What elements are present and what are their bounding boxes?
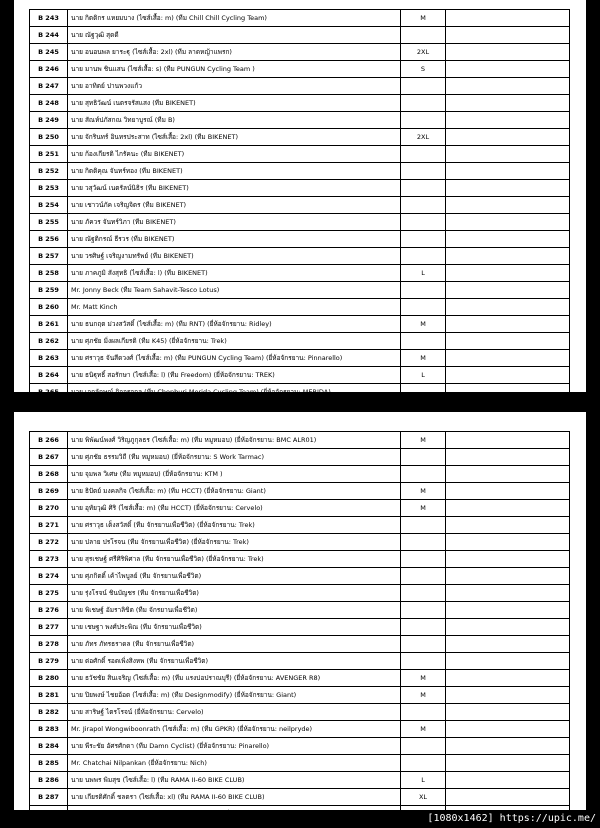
table-row [30,636,570,653]
table-row [30,214,570,231]
bib-number-cell: B 287 [30,789,68,806]
blank-cell [446,163,570,180]
table-row [30,517,570,534]
shirt-size-cell [401,214,446,231]
bib-number-cell: B 248 [30,95,68,112]
bib-number-cell: B 254 [30,197,68,214]
blank-cell [446,27,570,44]
shirt-size-cell: 2XL [401,44,446,61]
blank-cell [446,636,570,653]
shirt-size-cell: L [401,265,446,282]
table-row [30,568,570,585]
table-row [30,670,570,687]
participant-cell: นาย ธิปัตย์ มงคลกิจ (ไซส์เสื้อ: m) (ทีม HCCT) (ยี่ห้อจักรยาน: Giant) [68,483,401,500]
bib-number-cell: B 258 [30,265,68,282]
table-body [30,432,570,823]
bib-number-cell: B 278 [30,636,68,653]
table-row [30,449,570,466]
bib-number-cell: B 284 [30,738,68,755]
table-row [30,316,570,333]
participant-cell: นาย จุมพล วิเศษ (ทีม หมูหมอบ) (ยี่ห้อจักรยาน: KTM ) [68,466,401,483]
blank-cell [446,602,570,619]
table-row [30,619,570,636]
participant-cell: นาย ณัฐวุฒิ สุดดี [68,27,401,44]
table-row [30,333,570,350]
table-row [30,466,570,483]
participant-cell: นาย ปลาย ปรโรจน (ทีม จักรยานเพื่อชีวิต) (ยี่ห้อจักรยาน: Trek) [68,534,401,551]
blank-cell [446,44,570,61]
bib-number-cell: B 270 [30,500,68,517]
blank-cell [446,248,570,265]
shirt-size-cell [401,146,446,163]
shirt-size-cell: XL [401,789,446,806]
participant-cell: นาย เอกลักษณ์ กิจจรจกุล (ทีม Chonburi Merida Cycling Team) (ยี่ห้อจักรยาน: MERIDA) [68,384,401,401]
shirt-size-cell: M [401,10,446,27]
participant-cell: Mr. Chatchai Nilpankan (ยี่ห้อจักรยาน: Nich) [68,755,401,772]
table-row [30,180,570,197]
participant-cell: นาย มานพ ชินแสน (ไซส์เสื้อ: s) (ทีม PUNGUN Cycling Team ) [68,61,401,78]
table-row [30,112,570,129]
table-row [30,95,570,112]
blank-cell [446,568,570,585]
bib-number-cell: B 265 [30,384,68,401]
table-row [30,299,570,316]
shirt-size-cell [401,449,446,466]
bib-number-cell: B 286 [30,772,68,789]
participant-cell: นาย อาทิตย์ ปานพวงแก้ว [68,78,401,95]
participant-cell: Mr. sadayu piboolvitayakul (ทีม conceptspeed) (ยี่ห้อจักรยาน: F8) [68,806,401,823]
bib-number-cell: B 271 [30,517,68,534]
shirt-size-cell [401,517,446,534]
blank-cell [446,721,570,738]
table-row [30,265,570,282]
blank-cell [446,78,570,95]
participant-cell: นาย จักรินทร์ อินทรประสาท (ไซส์เสื้อ: 2xl) (ทีม BIKENET) [68,129,401,146]
shirt-size-cell [401,333,446,350]
participant-cell: Mr. Matt Kinch [68,299,401,316]
participant-cell: นาย ศุภชัย ธรรมวิถี (ทีม หมูหมอบ) (ยี่ห้อจักรยาน: S Work Tarmac) [68,449,401,466]
participant-cell: นาย อุทัยวุฒิ ศิริ (ไซส์เสื้อ: m) (ทีม HCCT) (ยี่ห้อจักรยาน: Cervelo) [68,500,401,517]
shirt-size-cell [401,653,446,670]
bib-number-cell: B 244 [30,27,68,44]
participant-cell: นาย เชษฐา พงศ์ประพิณ (ทีม จักรยานเพื่อชีวิต) [68,619,401,636]
shirt-size-cell: 2XL [401,129,446,146]
table-body [30,10,570,401]
shirt-size-cell: M [401,670,446,687]
shirt-size-cell: M [401,500,446,517]
bib-number-cell: B 272 [30,534,68,551]
bib-number-cell: B 282 [30,704,68,721]
table-row [30,197,570,214]
participant-cell: นาย พิเชษฐ์ อัมราลิขิต (ทีม จักรยานเพื่อชีวิต) [68,602,401,619]
table-row [30,772,570,789]
shirt-size-cell [401,180,446,197]
bib-number-cell: B 261 [30,316,68,333]
table-row [30,653,570,670]
participant-cell: นาย ศุภกิตติ์ เค้าไพบูลย์ (ทีม จักรยานเพื่อชีวิต) [68,568,401,585]
table-row [30,585,570,602]
shirt-size-cell [401,112,446,129]
blank-cell [446,653,570,670]
table-row [30,44,570,61]
blank-cell [446,585,570,602]
table-row [30,27,570,44]
participant-cell: นาย ภาคภูมิ สังสุทธิ (ไซส์เสื้อ: l) (ทีม BIKENET) [68,265,401,282]
participant-cell: นาย ภัควร จันทร์วิภา (ทีม BIKENET) [68,214,401,231]
blank-cell [446,231,570,248]
bib-number-cell: B 277 [30,619,68,636]
shirt-size-cell [401,248,446,265]
table-row [30,721,570,738]
shirt-size-cell [401,299,446,316]
shirt-size-cell [401,78,446,95]
shirt-size-cell [401,95,446,112]
shirt-size-cell [401,636,446,653]
table-row [30,78,570,95]
bib-number-cell: B 251 [30,146,68,163]
table-row [30,534,570,551]
blank-cell [446,333,570,350]
bib-number-cell: B 275 [30,585,68,602]
participant-cell: นาย สุรเชษฐ์ ศรีศิริพิศาล (ทีม จักรยานเพื่อชีวิต) (ยี่ห้อจักรยาน: Trek) [68,551,401,568]
blank-cell [446,61,570,78]
shirt-size-cell [401,738,446,755]
participant-cell: นาย สุทธิวัฒน์ เนตรจรัสแสง (ทีม BIKENET) [68,95,401,112]
registration-table [29,9,570,401]
bib-number-cell: B 259 [30,282,68,299]
bib-number-cell: B 246 [30,61,68,78]
table-row [30,350,570,367]
blank-cell [446,282,570,299]
shirt-size-cell [401,704,446,721]
blank-cell [446,670,570,687]
bib-number-cell: B 274 [30,568,68,585]
table-row [30,704,570,721]
bib-number-cell: B 283 [30,721,68,738]
image-size-watermark: [1080x1462] https://upic.me/ [423,810,600,828]
blank-cell [446,738,570,755]
blank-cell [446,316,570,333]
shirt-size-cell [401,568,446,585]
bib-number-cell: B 288 [30,806,68,823]
bib-number-cell: B 266 [30,432,68,449]
blank-cell [446,129,570,146]
bib-number-cell: B 253 [30,180,68,197]
participant-cell: นาย รุ่งโรจน์ ชินบัญชร (ทีม จักรยานเพื่อชีวิต) [68,585,401,602]
bib-number-cell: B 285 [30,755,68,772]
blank-cell [446,432,570,449]
blank-cell [446,789,570,806]
table-row [30,687,570,704]
table-row [30,738,570,755]
document-page-1 [14,0,586,396]
shirt-size-cell [401,282,446,299]
document-page-2 [14,412,586,818]
bib-number-cell: B 264 [30,367,68,384]
bib-number-cell: B 279 [30,653,68,670]
shirt-size-cell: M [401,483,446,500]
participant-cell: นาย ต่อศักดิ์ รอดเพิ่งสิงหพ (ทีม จักรยานเพื่อชีวิต) [68,653,401,670]
blank-cell [446,704,570,721]
shirt-size-cell [401,27,446,44]
shirt-size-cell [401,231,446,248]
shirt-size-cell: L [401,367,446,384]
bib-number-cell: B 247 [30,78,68,95]
shirt-size-cell [401,534,446,551]
participant-cell: นาย กิตติคุณ จันทร์ทอง (ทีม BIKENET) [68,163,401,180]
table-row [30,61,570,78]
participant-cell: นาย ปิยพงษ์ ไชยอ้อด (ไซส์เสื้อ: m) (ทีม Designmodify) (ยี่ห้อจักรยาน: Giant) [68,687,401,704]
blank-cell [446,687,570,704]
registration-table [29,431,570,823]
participant-cell: นาย ณัฐติกรณ์ ธีรวร (ทีม BIKENET) [68,231,401,248]
table-row [30,384,570,401]
participant-cell: นาย วรศิษฐ์ เจริญงามทรัพย์ (ทีม BIKENET) [68,248,401,265]
shirt-size-cell: M [401,687,446,704]
participant-cell: Mr. Jirapol Wongwiboonrath (ไซส์เสื้อ: m) (ทีม GPKR) (ยี่ห้อจักรยาน: neilpryde) [68,721,401,738]
shirt-size-cell: M [401,721,446,738]
blank-cell [446,534,570,551]
blank-cell [446,95,570,112]
blank-cell [446,112,570,129]
participant-cell: นาย สาริษฐ์ ไตรโรจน์ (ยี่ห้อจักรยาน: Cervelo) [68,704,401,721]
table-row [30,367,570,384]
participant-cell: นาย ก้องเกียรติ ไกรัคนะ (ทีม BIKENET) [68,146,401,163]
blank-cell [446,384,570,401]
table-row [30,500,570,517]
participant-cell: นาย ภัทร ภัทรธราดล (ทีม จักรยานเพื่อชีวิต) [68,636,401,653]
participant-cell: นาย ศราวุธ จันสีดวงศ์ (ไซส์เสื้อ: m) (ทีม PUNGUN Cycling Team) (ยี่ห้อจักรยาน: Pinnarello) [68,350,401,367]
blank-cell [446,755,570,772]
bib-number-cell: B 273 [30,551,68,568]
table-row [30,10,570,27]
participant-cell: นาย เชาวน์ภัค เจริญจิตร (ทีม BIKENET) [68,197,401,214]
shirt-size-cell [401,551,446,568]
shirt-size-cell [401,384,446,401]
participant-cell: นาย ธนกฤต ม่วงสวัสดิ์ (ไซส์เสื้อ: m) (ทีม RNT) (ยี่ห้อจักรยาน: Ridley) [68,316,401,333]
participant-cell: นาย กิตติกร แหยมบาง (ไซส์เสื้อ: m) (ทีม Chill Chill Cycling Team) [68,10,401,27]
table-row [30,231,570,248]
shirt-size-cell [401,619,446,636]
bib-number-cell: B 262 [30,333,68,350]
bib-number-cell: B 252 [30,163,68,180]
participant-cell: นาย ธนิฐุทธิ์ สอรักษา (ไซส์เสื้อ: l) (ทีม Freedom) (ยี่ห้อจักรยาน: TREK) [68,367,401,384]
blank-cell [446,350,570,367]
bib-number-cell: B 267 [30,449,68,466]
bib-number-cell: B 249 [30,112,68,129]
bib-number-cell: B 263 [30,350,68,367]
participant-cell: นาย ศราวุธ เต็งสวัสดิ์ (ทีม จักรยานเพื่อชีวิต) (ยี่ห้อจักรยาน: Trek) [68,517,401,534]
participant-cell: Mr. Jonny Beck (ทีม Team Sahavit-Tesco Lotus) [68,282,401,299]
shirt-size-cell [401,466,446,483]
blank-cell [446,772,570,789]
blank-cell [446,517,570,534]
blank-cell [446,214,570,231]
participant-cell: นาย ธวัชชัย สินเจริญ (ไซส์เสื้อ: m) (ทีม แรงบ่อปราณบุรี) (ยี่ห้อจักรยาน: AVENGER R8) [68,670,401,687]
participant-cell: นาย เกียรติศักดิ์ ชลตรา (ไซส์เสื้อ: xl) (ทีม RAMA II-60 BIKE CLUB) [68,789,401,806]
participant-cell: นาย สัณห์ปภัสกณ วิทยาบูรณ์ (ทีม B) [68,112,401,129]
shirt-size-cell: M [401,350,446,367]
shirt-size-cell [401,755,446,772]
blank-cell [446,180,570,197]
blank-cell [446,367,570,384]
blank-cell [446,197,570,214]
blank-cell [446,466,570,483]
bib-number-cell: B 269 [30,483,68,500]
blank-cell [446,299,570,316]
participant-cell: นาย วสุวัฒน์ เนตรัลน์นิธิร (ทีม BIKENET) [68,180,401,197]
participant-cell: นาย นพพร พิมสุข (ไซส์เสื้อ: l) (ทีม RAMA II-60 BIKE CLUB) [68,772,401,789]
table-row [30,432,570,449]
shirt-size-cell [401,163,446,180]
bib-number-cell: B 281 [30,687,68,704]
table-row [30,248,570,265]
bib-number-cell: B 250 [30,129,68,146]
blank-cell [446,551,570,568]
blank-cell [446,10,570,27]
participant-cell: นาย อนอนพล ยาระฐุ (ไซส์เสื้อ: 2xl) (ทีม ลาดหญ้าแพรก) [68,44,401,61]
table-row [30,483,570,500]
shirt-size-cell [401,585,446,602]
blank-cell [446,449,570,466]
shirt-size-cell [401,197,446,214]
bib-number-cell: B 260 [30,299,68,316]
participant-cell: นาย พิพัฒน์พงศ์ วิริญภูกุลธร (ไซส์เสื้อ: m) (ทีม หมูหมอบ) (ยี่ห้อจักรยาน: BMC ALR01) [68,432,401,449]
shirt-size-cell: S [401,61,446,78]
blank-cell [446,483,570,500]
blank-cell [446,146,570,163]
table-row [30,146,570,163]
bib-number-cell: B 245 [30,44,68,61]
shirt-size-cell: M [401,316,446,333]
participant-cell: นาย ศุภชัย มิ่งผลเกียรติ (ทีม K45) (ยี่ห้อจักรยาน: Trek) [68,333,401,350]
participant-cell: นาย พีระชัย อัศรศักดา (ทีม Damn Cyclist) (ยี่ห้อจักรยาน: Pinarello) [68,738,401,755]
bib-number-cell: B 256 [30,231,68,248]
table-row [30,551,570,568]
shirt-size-cell: L [401,772,446,789]
shirt-size-cell [401,602,446,619]
blank-cell [446,619,570,636]
table-row [30,602,570,619]
blank-cell [446,500,570,517]
table-row [30,129,570,146]
table-row [30,789,570,806]
table-row [30,282,570,299]
bib-number-cell: B 243 [30,10,68,27]
bib-number-cell: B 255 [30,214,68,231]
bib-number-cell: B 257 [30,248,68,265]
bib-number-cell: B 268 [30,466,68,483]
bib-number-cell: B 276 [30,602,68,619]
table-row [30,163,570,180]
bib-number-cell: B 280 [30,670,68,687]
table-row [30,755,570,772]
blank-cell [446,265,570,282]
shirt-size-cell: M [401,432,446,449]
